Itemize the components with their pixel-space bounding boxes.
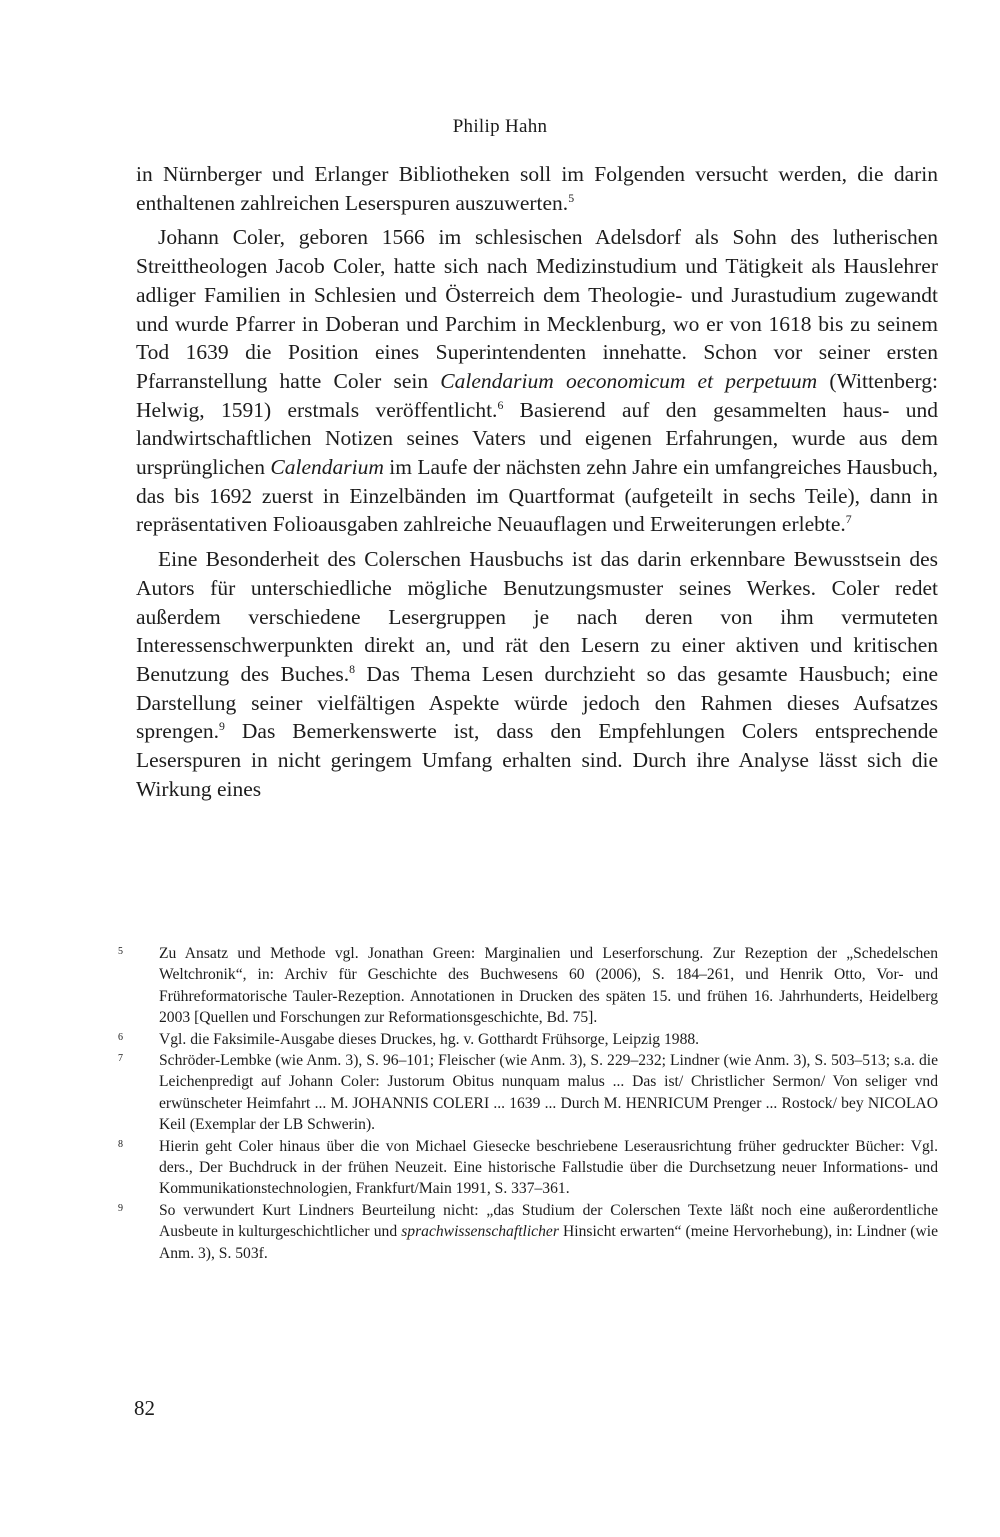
footnote-ref: 8: [349, 661, 356, 676]
book-title: Calendarium oeconomicum et perpetuum: [440, 368, 818, 393]
footnote-text: So verwundert Kurt Lindners Beurteilung nicht: „das Studium der Colerschen Texte läßt noch eine außerordentliche Ausbeute in kulturgeschichtlicher und: [159, 1201, 938, 1241]
footnote-text: Hierin geht Coler hinaus über die von Michael Giesecke beschriebene Leserausrichtung früher gedruckter Bücher: Vgl. ders., Der Buchdruck in der frühen Neuzeit. Eine historische Fallstudie über die Durchsetzung neuer Informations- und Kommunikationstechnologien, Frankfurt/Main 1991, S. 337–361.: [159, 1137, 938, 1198]
footnote-text: Vgl. die Faksimile-Ausgabe dieses Druckes, hg. v. Gotthardt Frühsorge, Leipzig 1988.: [159, 1030, 700, 1048]
footnote-ref: 7: [845, 512, 852, 527]
paragraph-text: Eine Besonderheit des Colerschen Hausbuchs ist das darin erkennbare Bewusstsein des Autors für unterschiedliche mögliche Benutzungsmuster seines Werkes. Coler redet außerdem verschiedene Lesergruppen je nach deren von ihm vermuteten Interessenschwerpunkten direkt an, und rät den Lesern zu einer aktiven und kritischen Benutzung des Buches.: [136, 547, 938, 686]
footnote-ref: 6: [497, 397, 504, 412]
emphasized-term: sprachwissenschaftlicher: [401, 1223, 559, 1241]
footnote-number: 5: [118, 946, 123, 957]
paragraph-text: (Wittenberg: Helwig, 1591) erstmals veröffentlicht.: [136, 368, 938, 422]
paragraph-text: im Laufe der nächsten zehn Jahre ein umfangreiches Hausbuch, das bis 1692 zuerst in Einzelbänden im Quartformat (aufgeteilt in sechs Teile), dann in repräsentativen Folioausgaben zahlreiche Neuauflagen und Erweiterungen erlebte.: [136, 455, 939, 537]
footnote-9: [118, 1200, 938, 1264]
footnote-8: [118, 1136, 938, 1200]
footnote-number: 7: [118, 1053, 123, 1065]
footnote-text: Hinsicht erwarten“ (meine Hervorhebung), in: Lindner (wie Anm. 3), S. 503f.: [159, 1223, 938, 1262]
footnotes: [118, 943, 938, 1264]
page-number: 82: [134, 1396, 155, 1420]
paragraph-text: Das Thema Lesen durchzieht so das gesamte Hausbuch; eine Darstellung seiner vielfältigen Aspekte würde jedoch den Rahmen dieses Aufsatzes sprengen.: [136, 661, 938, 744]
footnote-6: [118, 1029, 938, 1050]
paragraph-3: [136, 545, 938, 803]
footnote-text: Zu Ansatz und Methode vgl. Jonathan Green: Marginalien und Leserforschung. Zur Rezeption der „Schedelschen Weltchronik“, in: Archiv für Geschichte des Buchwesens 60 (2006), S. 184–261, und Henrik Otto, Vor- und Frühreformatorische Tauler-Rezeption. Annotationen in Drucken des späten 15. und frühen 16. Jahrhunderts, Heidelberg 2003 [Quellen und Forschungen zur Reformationsgeschichte, Bd. 75].: [159, 945, 938, 1027]
paragraph-1: [136, 160, 938, 217]
paragraph-text: Johann Coler, geboren 1566 im schlesischen Adelsdorf als Sohn des lutherischen Streittheologen Jacob Coler, hatte sich nach Medizinstudium und Tätigkeit als Hauslehrer adliger Familien in Schlesien und Österreich dem Theologie- und Jurastudium zugewandt und wurde Pfarrer in Doberan und Parchim in Mecklenburg, wo er von 1618 bis zu seinem Tod 1639 die Position eines Superintendenten innehatte. Schon vor seiner ersten Pfarranstellung hatte Coler sein: [136, 225, 938, 393]
book-title: Calendarium: [270, 455, 384, 480]
footnote-number: 8: [118, 1138, 123, 1150]
footnote-5: [118, 943, 938, 1029]
paragraph-text: Das Bemerkenswerte ist, dass den Empfehlungen Colers entsprechende Leserspuren in nicht geringem Umfang erhalten sind. Durch ihre Analyse lässt sich die Wirkung eines: [136, 719, 938, 801]
paragraph-2: [136, 223, 938, 539]
footnote-7: [118, 1050, 938, 1136]
paragraph-text: in Nürnberger und Erlanger Bibliotheken soll im Folgenden versucht werden, die darin enthaltenen zahlreichen Leserspuren auszuwerten.: [136, 162, 938, 215]
footnote-number: 6: [118, 1031, 123, 1043]
footnote-ref: 5: [568, 190, 575, 205]
footnote-ref: 9: [219, 719, 225, 734]
footnote-text: Schröder-Lembke (wie Anm. 3), S. 96–101; Fleischer (wie Anm. 3), S. 229–232; Lindner (wie Anm. 3), S. 503–513; s.a. die Leichenpredigt auf Johann Coler: Justorum Obitus nunquam malus ... Das ist/ Christlicher Sermon/ Von seliger vnd erwünscheter Heimfahrt ... M. JOHANNIS COLERI ... 1639 ... Durch M. HENRICUM Prenger ... Rostock/ bey NICOLAO Keil (Exemplar der LB Schwerin).: [159, 1052, 938, 1134]
running-head: Philip Hahn: [452, 116, 548, 137]
body-text: [136, 160, 938, 803]
paragraph-text: Basierend auf den gesammelten haus- und landwirtschaftlichen Notizen seines Vaters und eigenen Erfahrungen, wurde aus dem ursprünglichen: [136, 397, 938, 480]
footnote-number: 9: [118, 1202, 123, 1214]
